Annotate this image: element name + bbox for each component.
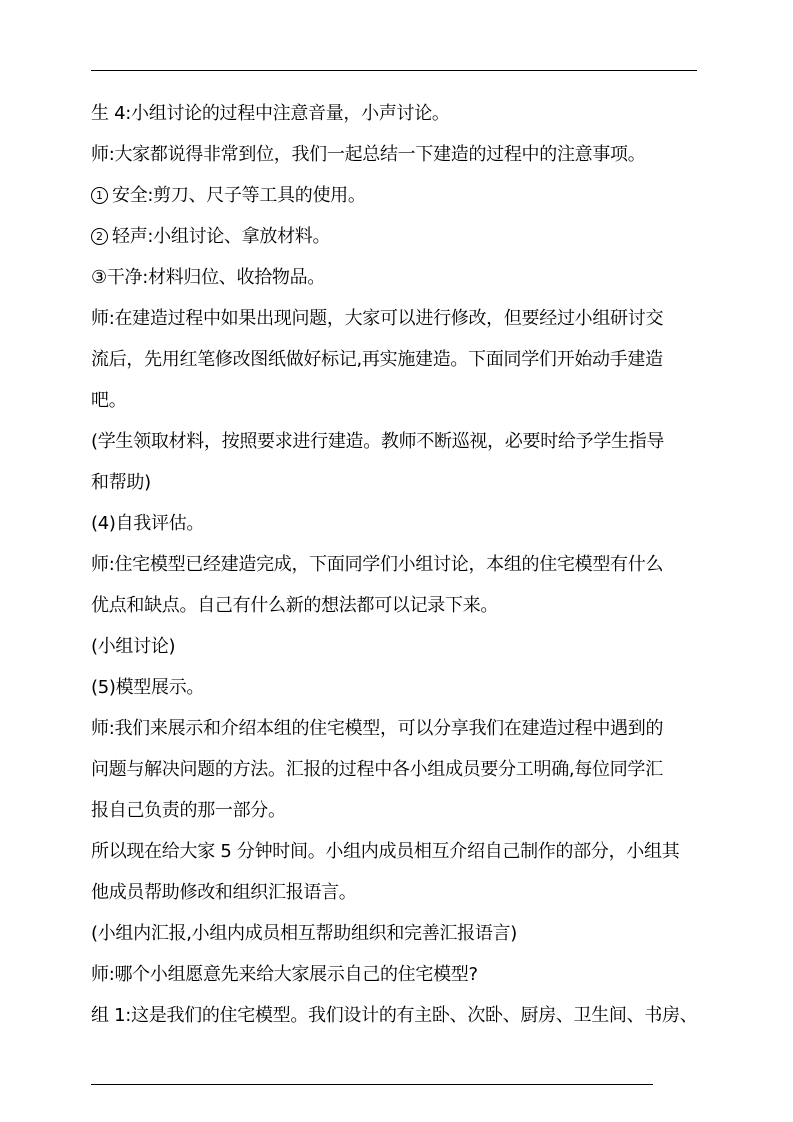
text-line: 他成员帮助修改和组织汇报语言。 — [91, 882, 357, 903]
text-line: 流后，先用红笔修改图纸做好标记,再实施建造。下面同学们开始动手建造 — [91, 349, 663, 370]
text-line: 优点和缺点。自己有什么新的想法都可以记录下来。 — [91, 595, 499, 616]
list-item-text: 安全:剪刀、尺子等工具的使用。 — [112, 185, 366, 206]
text-line: ③干净:材料归位、收拾物品。 — [91, 267, 326, 288]
text-line: 师:在建造过程中如果出现问题，大家可以进行修改，但要经过小组研讨交 — [91, 308, 664, 329]
section-heading: (4)自我评估。 — [91, 513, 205, 534]
text-line: 师:住宅模型已经建造完成，下面同学们小组讨论，本组的住宅模型有什么 — [91, 554, 664, 575]
list-item — [91, 216, 703, 257]
text-line: 师:我们来展示和介绍本组的住宅模型，可以分享我们在建造过程中遇到的 — [91, 718, 664, 739]
text-line: 和帮助) — [91, 472, 151, 493]
circled-number-1: 1 — [91, 187, 108, 204]
header-rule — [91, 70, 697, 71]
circled-number-2: 2 — [91, 228, 108, 245]
section-heading: (5)模型展示。 — [91, 677, 205, 698]
text-line: 所以现在给大家 5 分钟时间。小组内成员相互介绍自己制作的部分，小组其 — [91, 841, 680, 862]
text-line: 吧。 — [91, 390, 127, 411]
text-line: 组 1:这是我们的住宅模型。我们设计的有主卧、次卧、厨房、卫生间、书房、 — [91, 1005, 698, 1026]
text-line: 问题与解决问题的方法。汇报的过程中各小组成员要分工明确,每位同学汇 — [91, 759, 663, 780]
text-line: 报自己负责的那一部分。 — [91, 800, 286, 821]
text-line: (小组讨论) — [91, 636, 176, 657]
text-line: (学生领取材料，按照要求进行建造。教师不断巡视，必要时给予学生指导 — [91, 431, 665, 452]
text-line: (小组内汇报,小组内成员相互帮助组织和完善汇报语言) — [91, 923, 517, 944]
document-body — [91, 93, 703, 1036]
text-line: 师:哪个小组愿意先来给大家展示自己的住宅模型? — [91, 964, 478, 985]
list-item — [91, 175, 703, 216]
text-line: 师:大家都说得非常到位，我们一起总结一下建造的过程中的注意事项。 — [91, 144, 646, 165]
footer-rule — [91, 1084, 653, 1085]
text-line: 生 4:小组讨论的过程中注意音量，小声讨论。 — [91, 103, 450, 124]
list-item-text: 轻声:小组讨论、拿放材料。 — [112, 226, 331, 247]
